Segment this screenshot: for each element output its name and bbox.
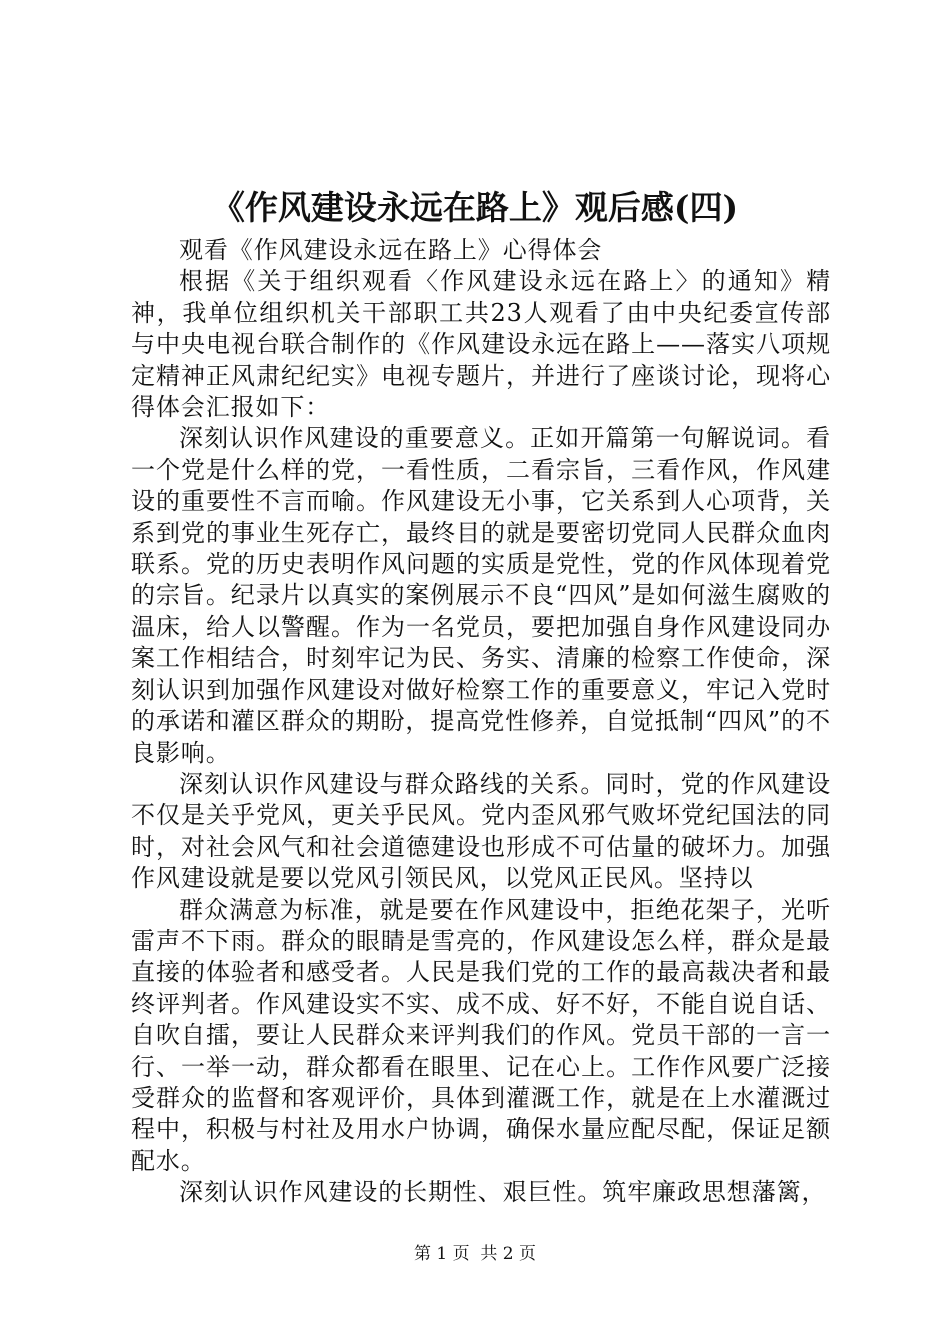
- paragraph-importance: 深刻认识作风建设的重要意义。正如开篇第一句解说词。看一个党是什么样的党，一看性质，二看宗旨，三看作风，作风建设的重要性不言而喻。作风建设无小事，它关系到人心项背，关系到党的事业生死存亡，最终目的就是要密切党同人民群众血肉联系。党的历史表明作风问题的实质是党性，党的作风体现着党的宗旨。纪录片以真实的案例展示不良“四风”是如何滋生腐败的温床，给人以警醒。作为一名党员，要把加强自身作风建设同办案工作相结合，时刻牢记为民、务实、清廉的检察工作使命，深刻认识到加强作风建设对做好检察工作的重要意义，牢记入党时的承诺和灌区群众的期盼，提高党性修养，自觉抵制“四风”的不良影响。: [131, 424, 831, 767]
- paragraph-long-term: 深刻认识作风建设的长期性、艰巨性。筑牢廉政思想藩篱，: [179, 1178, 827, 1207]
- document-title: 《作风建设永远在路上》观后感(四): [211, 188, 739, 227]
- paragraph-subtitle: 观看《作风建设永远在路上》心得体会: [179, 236, 603, 264]
- paragraph-mass-line: 深刻认识作风建设与群众路线的关系。同时，党的作风建设不仅是关乎党风，更关乎民风。党内歪风邪气败坏党纪国法的同时，对社会风气和社会道德建设也形成不可估量的破坏力。加强作风建设就是要以党风引领民风，以党风正民风。坚持以: [131, 769, 831, 893]
- paragraph-intro: 根据《关于组织观看〈作风建设永远在路上〉的通知》精神，我单位组织机关干部职工共23人观看了由中央纪委宣传部与中央电视台联合制作的《作风建设永远在路上——落实八项规定精神正风肃纪纪实》电视专题片，并进行了座谈讨论，现将心得体会汇报如下：: [131, 267, 831, 422]
- page-number-footer: 第 1 页 共 2 页: [413, 1244, 537, 1264]
- paragraph-satisfaction: 群众满意为标准，就是要在作风建设中，拒绝花架子，光听雷声不下雨。群众的眼睛是雪亮的，作风建设怎么样，群众是最直接的体验者和感受者。人民是我们党的工作的最高裁决者和最终评判者。作风建设实不实、成不成、好不好，不能自说自话、自吹自擂，要让人民群众来评判我们的作风。党员干部的一言一行、一举一动，群众都看在眼里、记在心上。工作作风要广泛接受群众的监督和客观评价，具体到灌溉工作，就是在上水灌溉过程中，积极与村社及用水户协调，确保水量应配尽配，保证足额配水。: [131, 895, 831, 1175]
- document-body: [131, 235, 831, 1209]
